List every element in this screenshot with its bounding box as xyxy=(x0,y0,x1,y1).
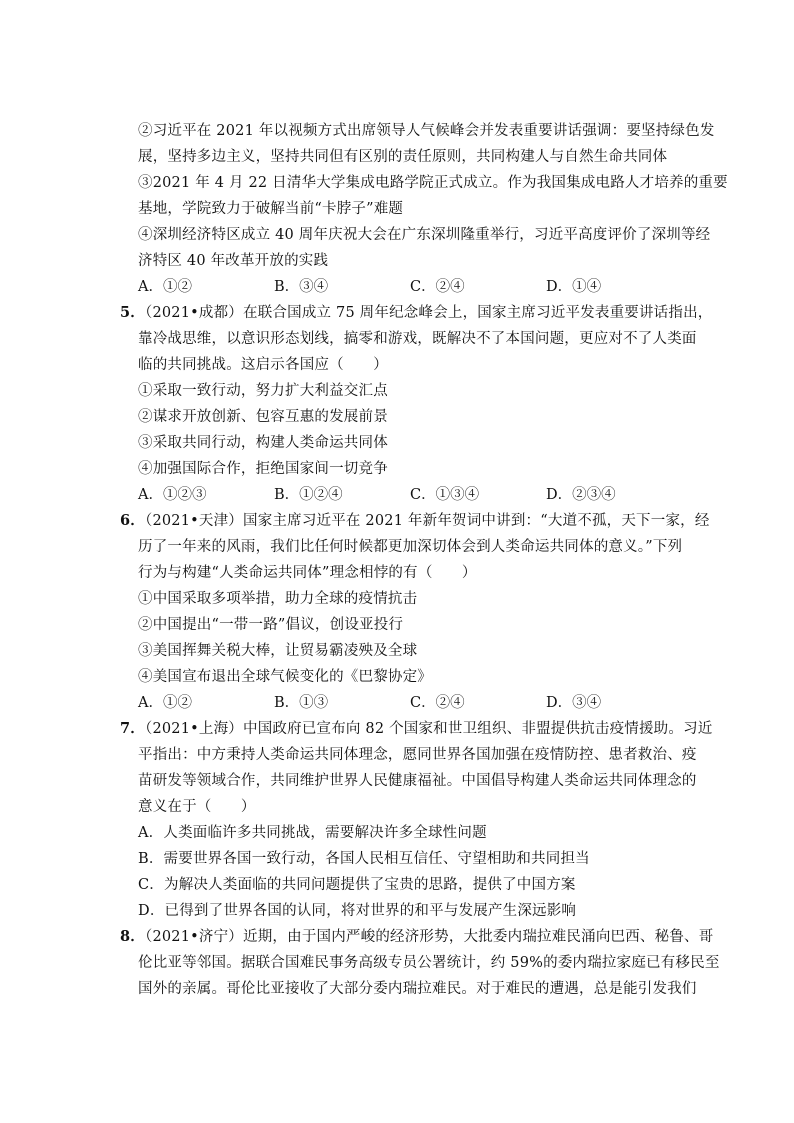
q7-stem-text: 中国政府已宣布向 82 个国家和世卫组织、非盟提供抗击疫情援助。习近 xyxy=(243,721,713,737)
q4-option-c[interactable]: C．②④ xyxy=(410,279,465,295)
q8-stem-line-2: 伦比亚等邻国。据联合国难民事务高级专员公署统计，约 59%的委内瑞拉家庭已有移民至 xyxy=(138,955,720,971)
q6-option-c[interactable]: C．②④ xyxy=(410,695,465,711)
q7-stem-line-2: 平指出：中方秉持人类命运共同体理念，愿同世界各国加强在疫情防控、患者救治、疫 xyxy=(138,747,697,763)
q4-option-d[interactable]: D．①④ xyxy=(546,279,602,295)
q6-option-b[interactable]: B．①③ xyxy=(274,695,329,711)
q6-number: 6． xyxy=(120,512,145,529)
q8-stem-text: 近期，由于国内严峻的经济形势，大批委内瑞拉难民涌向巴西、秘鲁、哥 xyxy=(243,929,714,945)
q5-number: 5． xyxy=(120,304,145,321)
q5-item-4: ④加强国际合作，拒绝国家间一切竞争 xyxy=(138,461,388,477)
q7-source: （2021•上海） xyxy=(145,721,244,737)
q5-item-2: ②谋求开放创新、包容互惠的发展前景 xyxy=(138,409,388,425)
q6-item-4: ④美国宣布退出全球气候变化的《巴黎协定》 xyxy=(138,669,432,685)
q4-statement-2-line-2: 展，坚持多边主义，坚持共同但有区别的责任原则，共同构建人与自然生命共同体 xyxy=(138,149,668,165)
q6-option-d[interactable]: D．③④ xyxy=(546,695,602,711)
q6-stem-line-2: 历了一年来的风雨，我们比任何时候都更加深切体会到人类命运共同体的意义。”下列 xyxy=(138,539,683,555)
q4-statement-3-line-2: 基地，学院致力于破解当前“卡脖子”难题 xyxy=(138,201,404,217)
q7-option-c[interactable]: C．为解决人类面临的共同问题提供了宝贵的思路，提供了中国方案 xyxy=(138,877,576,893)
q8-stem-line-1 xyxy=(120,928,713,946)
q5-option-b[interactable]: B．①②④ xyxy=(274,487,343,503)
q5-option-c[interactable]: C．①③④ xyxy=(410,487,480,503)
q7-stem-line-1 xyxy=(120,720,712,738)
q4-statement-2-line-1: ②习近平在 2021 年以视频方式出席领导人气候峰会并发表重要讲话强调：要坚持绿色发 xyxy=(138,123,715,139)
q6-stem-text: 国家主席习近平在 2021 年新年贺词中讲到：“大道不孤，天下一家，经 xyxy=(243,513,710,529)
q6-stem-line-3: 行为与构建“人类命运共同体”理念相悖的有（ ） xyxy=(138,565,477,581)
q6-stem-line-1 xyxy=(120,512,710,530)
q6-option-a[interactable]: A．①② xyxy=(138,695,192,711)
q7-option-a[interactable]: A．人类面临许多共同挑战，需要解决许多全球性问题 xyxy=(138,825,487,841)
q4-statement-4-line-2: 济特区 40 年改革开放的实践 xyxy=(138,253,329,269)
q5-stem-line-1 xyxy=(120,304,712,322)
q7-option-b[interactable]: B．需要世界各国一致行动，各国人民相互信任、守望相助和共同担当 xyxy=(138,851,590,867)
q5-item-1: ①采取一致行动，努力扩大利益交汇点 xyxy=(138,383,388,399)
q7-option-d[interactable]: D．已得到了世界各国的认同，将对世界的和平与发展产生深远影响 xyxy=(138,903,577,919)
q4-statement-3-line-1: ③2021 年 4 月 22 日清华大学集成电路学院正式成立。作为我国集成电路人才培养的重要 xyxy=(138,175,728,191)
q7-stem-line-3: 苗研发等领域合作，共同维护世界人民健康福祉。中国倡导构建人类命运共同体理念的 xyxy=(138,773,697,789)
q5-item-3: ③采取共同行动，构建人类命运共同体 xyxy=(138,435,388,451)
q6-source: （2021•天津） xyxy=(145,513,244,529)
q4-option-a[interactable]: A．①② xyxy=(138,279,192,295)
q8-stem-line-3: 国外的亲属。哥伦比亚接收了大部分委内瑞拉难民。对于难民的遭遇，总是能引发我们 xyxy=(138,981,697,997)
q8-source: （2021•济宁） xyxy=(145,929,244,945)
q4-option-b[interactable]: B．③④ xyxy=(274,279,329,295)
q6-item-1: ①中国采取多项举措，助力全球的疫情抗击 xyxy=(138,591,418,607)
q5-stem-line-3: 临的共同挑战。这启示各国应（ ） xyxy=(138,357,388,373)
q8-number: 8． xyxy=(120,928,145,945)
q6-item-3: ③美国挥舞关税大棒，让贸易霸凌殃及全球 xyxy=(138,643,418,659)
q7-number: 7． xyxy=(120,720,145,737)
q7-stem-line-4: 意义在于（ ） xyxy=(138,799,256,815)
q5-option-a[interactable]: A．①②③ xyxy=(138,487,207,503)
q4-statement-4-line-1: ④深圳经济特区成立 40 周年庆祝大会在广东深圳隆重举行，习近平高度评价了深圳等经 xyxy=(138,227,711,243)
q5-stem-line-2: 靠冷战思维，以意识形态划线，搞零和游戏，既解决不了本国问题，更应对不了人类面 xyxy=(138,331,697,347)
q6-item-2: ②中国提出“一带一路”倡议，创设亚投行 xyxy=(138,617,404,633)
q5-option-d[interactable]: D．②③④ xyxy=(546,487,616,503)
q5-stem-text: 在联合国成立 75 周年纪念峰会上，国家主席习近平发表重要讲话指出， xyxy=(243,305,713,321)
q5-source: （2021•成都） xyxy=(145,305,244,321)
